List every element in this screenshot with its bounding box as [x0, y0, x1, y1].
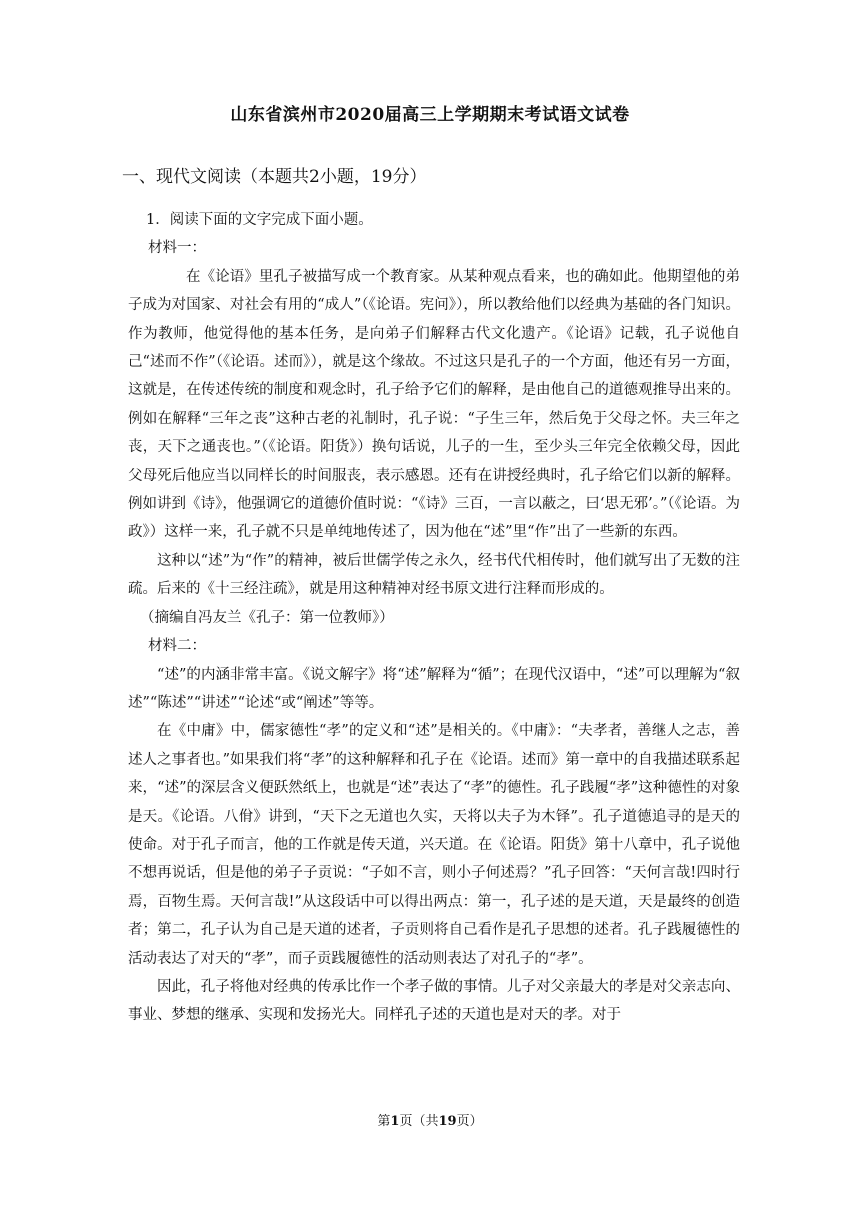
page-footer: [0, 1110, 860, 1129]
footer-suffix: 页）: [456, 1114, 483, 1129]
material1-source: （摘编自冯友兰《孔子：第一位教师》）: [140, 609, 394, 626]
material2-paragraph-1: “述”的内涵非常丰富。《说文解字》将“述”解释为“循”；在现代汉语中，“述”可以理解为“叙述”“陈述”“讲述”“论述“或“阐述”等等。: [128, 666, 740, 711]
material2-paragraph-3: 因此，孔子将他对经典的传承比作一个孝子做的事情。儿子对父亲最大的孝是对父亲志向、事业、梦想的继承、实现和发扬光大。同样孔子述的天道也是对天的孝。对于: [128, 978, 740, 1024]
footer-prefix: 第: [377, 1114, 391, 1129]
material2-paragraph-2: 在《中庸》中，儒家德性“孝”的定义和“述”是相关的。《中庸》：“夫孝者，善继人之志，善述人之事者也。”如果我们将“孝”的这种解释和孔子在《论语。述而》第一章中的自我描述联系起来，“述”的深层含义便跃然纸上，也就是“述”表达了“孝”的德性。孔子践履“孝”这种德性的对象是天。《论语。八佾》讲到，“天下之无道也久实，天将以夫子为木铎”。孔子道德追寻的是天的使命。对于孔子而言，他的工作就是传天道，兴天道。在《论语。阳货》第十八章中，孔子说他不想再说话，但是他的弟子子贡说：“子如不言，则小子何述焉？”孔子回答：“天何言哉!四时行焉，百物生焉。天何言哉!”从这段话中可以得出两点：第一，孔子述的是天道，天是最终的创造者；第二，孔子认为自己是天道的述者，子贡则将自己看作是孔子思想的述者。孔子践履德性的活动表达了对天的“孝”，而子贡践履德性的活动则表达了对孔子的“孝”。: [128, 723, 740, 967]
exam-title: 山东省滨州市2020届高三上学期期末考试语文试卷: [230, 105, 630, 125]
material1-paragraph-1: 在《论语》里孔子被描写成一个教育家。从某种观点看来，也的确如此。他期望他的弟子成为对国家、对社会有用的“成人”（《论语。宪问》），所以教给他们以经典为基础的各门知识。作为教师，他觉得他的基本任务，是向弟子们解释古代文化遗产。《论语》记载，孔子说他自己“述而不作”（《论语。述而》），就是这个缘故。不过这只是孔子的一个方面，他还有另一方面，这就是，在传述传统的制度和观念时，孔子给予它们的解释，是由他自己的道德观推导出来的。例如在解释“三年之丧”这种古老的礼制时，孔子说：“子生三年，然后免于父母之怀。夫三年之丧，天下之通丧也。”（《论语。阳货》）换句话说，儿子的一生，至少头三年完全依赖父母，因此父母死后他应当以同样长的时间服丧，表示感恩。还有在讲授经典时，孔子给它们以新的解释。例如讲到《诗》，他强调它的道德价值时说：“《诗》三百，一言以蔽之，曰‘思无邪’。”（《论语。为政》）这样一来，孔子就不只是单纯地传述了，因为他在“述”里“作”出了一些新的东西。: [128, 268, 740, 541]
footer-page-number: 1: [390, 1114, 400, 1129]
material1-label: 材料一：: [148, 240, 206, 257]
question-instruction: 1．阅读下面的文字完成下面小题。: [146, 212, 373, 228]
section-heading: 一、现代文阅读（本题共2小题，19分）: [122, 167, 427, 187]
footer-total-pages: 19: [438, 1114, 457, 1129]
footer-mid: 页（共: [399, 1114, 439, 1129]
reading-content: [128, 206, 740, 1030]
material2-label: 材料二：: [148, 638, 206, 655]
material1-paragraph-2: 这种以“述”为“作”的精神，被后世儒学传之永久，经书代代相传时，他们就写出了无数的注疏。后来的《十三经注疏》，就是用这种精神对经书原文进行注释而形成的。: [128, 552, 740, 598]
